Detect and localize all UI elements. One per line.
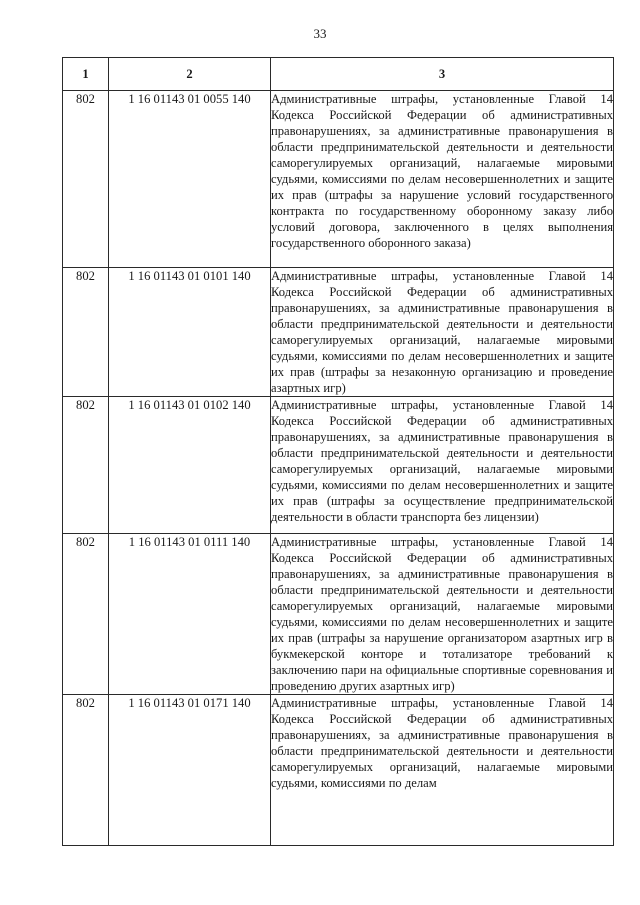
budget-classification-code-cell: 1 16 01143 01 0102 140 [109,397,271,534]
column-header-3: 3 [271,58,614,91]
column-header-2: 2 [109,58,271,91]
page-number: 33 [313,26,327,41]
budget-classification-code-cell: 1 16 01143 01 0171 140 [109,695,271,846]
table-row [63,695,614,846]
revenue-description-cell: Административные штрафы, установленные Главой 14 Кодекса Российской Федерации об административных правонарушениях, за административные правонарушения в области предпринимательской деятельности и деятельности саморегулируемых организаций, налагаемые мировыми судьями, комиссиями по делам несовершеннолетних и защите их прав (штрафы за нарушение условий государственного контракта по государственному оборонному заказу либо условий договора, заключенного в целях выполнения государственного оборонного заказа) [271,91,614,268]
page-bottom-margin [0,848,640,905]
administrator-code-cell: 802 [63,534,109,695]
administrator-code-cell: 802 [63,695,109,846]
column-header-1: 1 [63,58,109,91]
administrator-code-cell: 802 [63,397,109,534]
budget-classification-code-cell: 1 16 01143 01 0101 140 [109,268,271,397]
administrator-code-cell: 802 [63,91,109,268]
budget-classification-code-cell: 1 16 01143 01 0111 140 [109,534,271,695]
revenue-description-cell: Административные штрафы, установленные Главой 14 Кодекса Российской Федерации об административных правонарушениях, за административные правонарушения в области предпринимательской деятельности и деятельности саморегулируемых организаций, налагаемые мировыми судьями, комиссиями по делам несовершеннолетних и защите их прав (штрафы за осуществление предпринимательской деятельности в области транспорта без лицензии) [271,397,614,534]
budget-codes-table [62,57,614,846]
revenue-description-cell: Административные штрафы, установленные Главой 14 Кодекса Российской Федерации об административных правонарушениях, за административные правонарушения в области предпринимательской деятельности и деятельности саморегулируемых организаций, налагаемые мировыми судьями, комиссиями по делам несовершеннолетних и защите их прав (штрафы за незаконную организацию и проведение азартных игр) [271,269,613,395]
table-row [63,268,614,397]
revenue-description-cell: Административные штрафы, установленные Главой 14 Кодекса Российской Федерации об административных правонарушениях, за административные правонарушения в области предпринимательской деятельности и деятельности саморегулируемых организаций, налагаемые мировыми судьями, комиссиями по делам несовершеннолетних и защите их прав (штрафы за нарушение организатором азартных игр в букмекерской конторе и тотализаторе требований к заключению пари на официальные спортивные соревнования и проведению других азартных игр) [271,535,613,693]
table-row [63,534,614,695]
table-row [63,397,614,534]
budget-classification-code-cell: 1 16 01143 01 0055 140 [109,91,271,268]
administrator-code-cell: 802 [63,268,109,397]
table-row [63,91,614,268]
table-header-row [63,58,614,91]
revenue-description-cell: Административные штрафы, установленные Главой 14 Кодекса Российской Федерации об административных правонарушениях, за административные правонарушения в области предпринимательской деятельности и деятельности саморегулируемых организаций, налагаемые мировыми судьями, комиссиями по делам [271,695,614,846]
